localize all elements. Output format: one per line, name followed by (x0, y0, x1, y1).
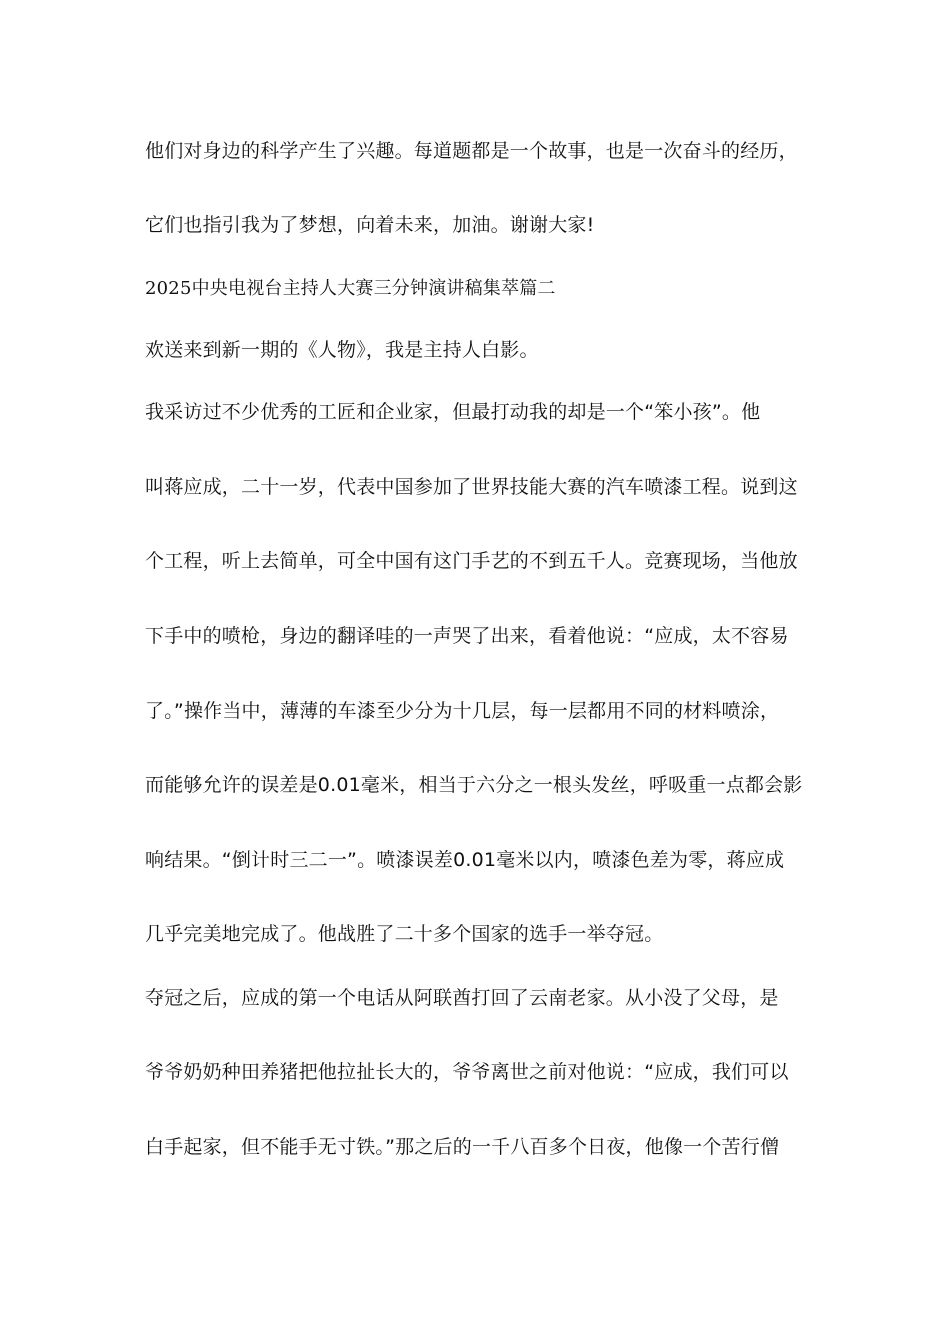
paragraph-line: 它们也指引我为了梦想，向着未来，加油。谢谢大家! (145, 214, 595, 236)
paragraph-line: 我采访过不少优秀的工匠和企业家，但最打动我的却是一个“笨小孩”。他 (145, 401, 761, 423)
paragraph-line: 下手中的喷枪，身边的翻译哇的一声哭了出来，看着他说：“应成，太不容易 (145, 625, 789, 647)
paragraph-line: 他们对身边的科学产生了兴趣。每道题都是一个故事，也是一次奋斗的经历， (145, 140, 798, 162)
paragraph-line: 几乎完美地完成了。他战胜了二十多个国家的选手一举夺冠。 (145, 923, 664, 945)
paragraph-line: 个工程，听上去简单，可全中国有这门手艺的不到五千人。竞赛现场，当他放 (145, 550, 798, 572)
paragraph-line: 白手起家，但不能手无寸铁。”那之后的一千八百多个日夜，他像一个苦行僧 (145, 1136, 780, 1158)
paragraph-line: 爷爷奶奶种田养猪把他拉扯长大的，爷爷离世之前对他说：“应成，我们可以 (145, 1061, 789, 1083)
paragraph-line: 欢送来到新一期的《人物》，我是主持人白影。 (145, 339, 539, 361)
paragraph-line: 了。”操作当中，薄薄的车漆至少分为十几层，每一层都用不同的材料喷涂， (145, 700, 780, 722)
section-heading: 2025中央电视台主持人大赛三分钟演讲稿集萃篇二 (145, 278, 556, 299)
paragraph-line: 响结果。“倒计时三二一”。喷漆误差0.01毫米以内，喷漆色差为零，蒋应成 (145, 849, 785, 871)
paragraph-line: 夺冠之后，应成的第一个电话从阿联酋打回了云南老家。从小没了父母，是 (145, 987, 779, 1009)
paragraph-line: 叫蒋应成，二十一岁，代表中国参加了世界技能大赛的汽车喷漆工程。说到这 (145, 476, 798, 498)
paragraph-line: 而能够允许的误差是0.01毫米，相当于六分之一根头发丝，呼吸重一点都会影 (145, 774, 803, 796)
